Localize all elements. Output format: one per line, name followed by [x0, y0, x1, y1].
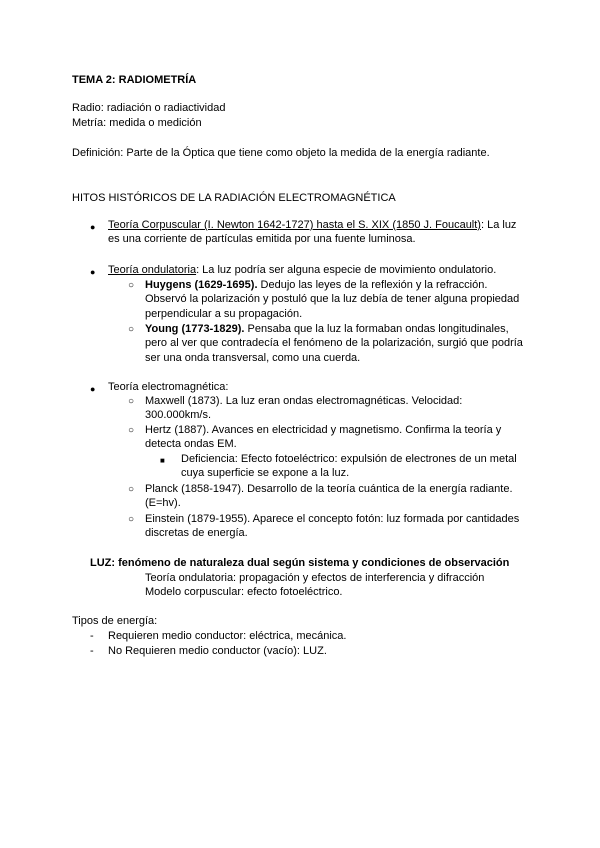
energy-item: Requieren medio conductor: eléctrica, mecánica.	[108, 630, 347, 642]
bullet-icon: ●	[90, 222, 96, 232]
page-title: TEMA 2: RADIOMETRÍA	[72, 74, 197, 86]
energy-types-label: Tipos de energía:	[72, 615, 158, 627]
dash-bullet-icon: -	[90, 630, 94, 642]
section-heading: HITOS HISTÓRICOS DE LA RADIACIÓN ELECTROMAGNÉTICA	[72, 192, 396, 204]
circle-bullet-icon: ○	[128, 425, 135, 436]
huygens-name: Huygens (1629-1695).	[145, 279, 258, 291]
circle-bullet-icon: ○	[128, 484, 135, 495]
bullet-icon: ●	[90, 384, 96, 394]
luz-heading: LUZ: fenómeno de naturaleza dual según sistema y condiciones de observación	[90, 557, 510, 569]
young-text: Pensaba que la luz la formaban ondas longitudinales, pero al ver que contradecía el fenómeno de la polarización, surgió que podría ser una onda transversal, como una cuerda.	[145, 323, 523, 364]
square-bullet-icon: ■	[160, 456, 165, 465]
luz-ondulatoria-line: Teoría ondulatoria: propagación y efectos de interferencia y difracción	[145, 572, 485, 584]
luz-corpuscular-line: Modelo corpuscular: efecto fotoeléctrico.	[145, 586, 343, 598]
planck-item: Planck (1858-1947). Desarrollo de la teoría cuántica de la energía radiante. (E=hv).	[145, 483, 513, 510]
corpuscular-link[interactable]: Teoría Corpuscular (I. Newton 1642-1727) hasta el S. XIX (1850 J. Foucault)	[108, 219, 481, 231]
circle-bullet-icon: ○	[128, 396, 135, 407]
electromagnetica-label: Teoría electromagnética:	[108, 381, 229, 393]
hertz-item: Hertz (1887). Avances en electricidad y magnetismo. Confirma la teoría y detecta ondas EM.	[145, 424, 502, 451]
huygens-item	[145, 278, 530, 321]
bullet-icon: ●	[90, 267, 96, 277]
corpuscular-item	[108, 218, 528, 247]
circle-bullet-icon: ○	[128, 324, 135, 335]
ondulatoria-item	[108, 263, 528, 277]
dash-bullet-icon: -	[90, 645, 94, 657]
ondulatoria-link[interactable]: Teoría ondulatoria	[108, 264, 197, 276]
circle-bullet-icon: ○	[128, 514, 135, 525]
corpuscular-text: : La luz es una corriente de partículas emitida por una fuente luminosa.	[108, 219, 517, 246]
circle-bullet-icon: ○	[128, 280, 135, 291]
huygens-text: Dedujo las leyes de la reflexión y la refracción. Observó la polarización y postuló que la luz debía de tener alguna propiedad perpendicular a su propagación.	[145, 279, 520, 320]
young-item	[145, 322, 530, 365]
definition-line: Definición: Parte de la Óptica que tiene como objeto la medida de la energía radiante.	[72, 147, 490, 159]
metria-definition: Metría: medida o medición	[72, 117, 202, 129]
radio-definition: Radio: radiación o radiactividad	[72, 102, 226, 114]
deficiencia-item: Deficiencia: Efecto fotoeléctrico: expulsión de electrones de un metal cuya superficie se expone a la luz.	[181, 453, 517, 480]
young-name: Young (1773-1829).	[145, 323, 245, 335]
maxwell-item: Maxwell (1873). La luz eran ondas electromagnéticas. Velocidad: 300.000km/s.	[145, 395, 463, 422]
einstein-item: Einstein (1879-1955). Aparece el concepto fotón: luz formada por cantidades discretas de energía.	[145, 513, 520, 540]
energy-item: No Requieren medio conductor (vacío): LUZ.	[108, 645, 327, 657]
ondulatoria-text: : La luz podría ser alguna especie de movimiento ondulatorio.	[196, 264, 497, 276]
